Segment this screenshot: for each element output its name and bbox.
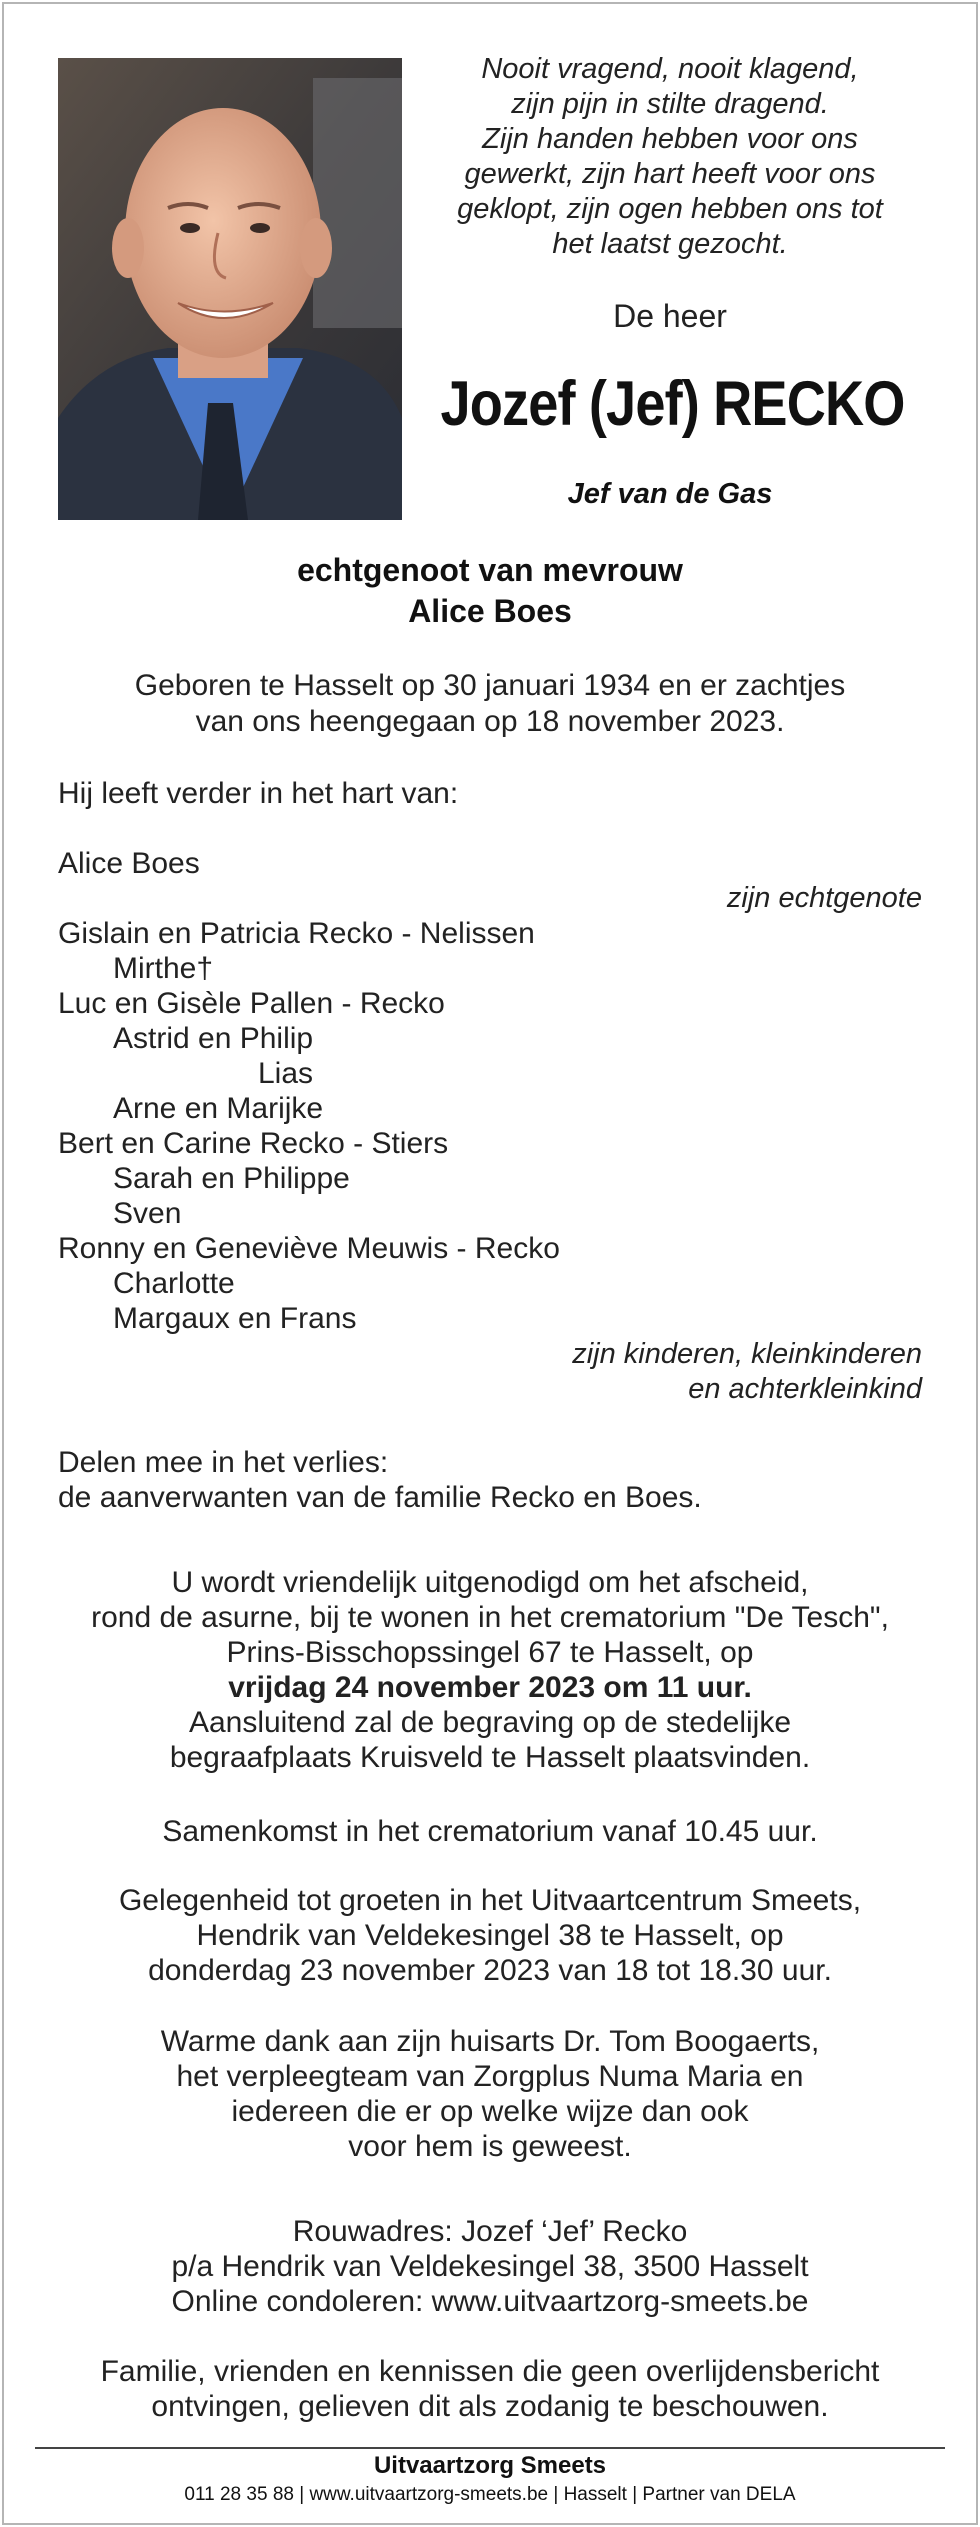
gathering-text: Samenkomst in het crematorium vanaf 10.45 uur. bbox=[162, 1815, 818, 1848]
thanks-line: iedereen die er op welke wijze dan ook bbox=[231, 2095, 749, 2128]
invitation-line: begraafplaats Kruisveld te Hasselt plaatsvinden. bbox=[169, 1741, 811, 1774]
lives-on-text: Hij leeft verder in het hart van: bbox=[58, 777, 459, 810]
thanks-line: het verpleegteam van Zorgplus Numa Maria en bbox=[176, 2060, 804, 2093]
greeting-line: donderdag 23 november 2023 van 18 tot 18.30 uur. bbox=[148, 1954, 832, 1987]
footer-contact: 011 28 35 88 | www.uitvaartzorg-smeets.be | Hasselt | Partner van DELA bbox=[184, 2484, 796, 2505]
poem-line: geklopt, zijn ogen hebben ons tot bbox=[457, 193, 883, 225]
family-member: Arne en Marijke bbox=[113, 1092, 324, 1125]
family-member: Sarah en Philippe bbox=[113, 1162, 350, 1195]
share-line: de aanverwanten van de familie Recko en Boes. bbox=[58, 1481, 702, 1514]
invitation-line: Aansluitend zal de begraving op de stedelijke bbox=[188, 1706, 792, 1739]
invitation-line: Prins-Bisschopssingel 67 te Hasselt, op bbox=[226, 1636, 754, 1669]
thanks-text bbox=[0, 2024, 980, 2164]
invitation-line: rond de asurne, bij te wonen in het crematorium "De Tesch", bbox=[91, 1601, 889, 1634]
poem-line: het laatst gezocht. bbox=[552, 228, 788, 260]
address-line: p/a Hendrik van Veldekesingel 38, 3500 Hasselt bbox=[171, 2250, 809, 2283]
poem-line: Nooit vragend, nooit klagend, bbox=[481, 53, 859, 85]
greeting-info bbox=[0, 1883, 980, 1988]
portrait-photo bbox=[58, 58, 402, 520]
mourning-address bbox=[0, 2214, 980, 2319]
address-line: Online condoleren: www.uitvaartzorg-smeets.be bbox=[171, 2285, 809, 2318]
family-member: Luc en Gisèle Pallen - Recko bbox=[58, 987, 445, 1020]
family-member: Sven bbox=[113, 1197, 182, 1230]
family-member: Bert en Carine Recko - Stiers bbox=[58, 1127, 449, 1160]
thanks-line: Warme dank aan zijn huisarts Dr. Tom Boogaerts, bbox=[160, 2025, 820, 2058]
children-role-line: zijn kinderen, kleinkinderen bbox=[572, 1338, 922, 1370]
share-loss bbox=[58, 1445, 702, 1515]
closing-line: Familie, vrienden en kennissen die geen overlijdensbericht bbox=[100, 2355, 880, 2388]
birth-death-text bbox=[0, 668, 980, 740]
family-member: Mirthe† bbox=[113, 952, 214, 985]
footer-title: Uitvaartzorg Smeets bbox=[373, 2452, 607, 2479]
thanks-line: voor hem is geweest. bbox=[348, 2130, 632, 2163]
family-member: Astrid en Philip bbox=[113, 1022, 314, 1055]
children-role-line: en achterkleinkind bbox=[688, 1373, 922, 1405]
share-line: Delen mee in het verlies: bbox=[58, 1446, 389, 1479]
greeting-line: Gelegenheid tot groeten in het Uitvaartcentrum Smeets, bbox=[118, 1884, 862, 1917]
poem-line: gewerkt, zijn hart heeft voor ons bbox=[464, 158, 876, 190]
closing-note bbox=[0, 2354, 980, 2424]
born-line: van ons heengegaan op 18 november 2023. bbox=[195, 705, 785, 738]
deceased-name: Jozef (Jef) RECKO bbox=[440, 369, 905, 439]
ceremony-date: vrijdag 24 november 2023 om 11 uur. bbox=[228, 1671, 752, 1704]
nickname: Jef van de Gas bbox=[567, 478, 773, 510]
greeting-line: Hendrik van Veldekesingel 38 te Hasselt, op bbox=[196, 1919, 784, 1952]
address-line: Rouwadres: Jozef ‘Jef’ Recko bbox=[292, 2215, 688, 2248]
poem-line: zijn pijn in stilte dragend. bbox=[511, 88, 829, 120]
poem bbox=[430, 52, 910, 262]
spouse-name: Alice Boes bbox=[408, 593, 572, 629]
honorific: De heer bbox=[613, 298, 727, 334]
poem-line: Zijn handen hebben voor ons bbox=[482, 123, 858, 155]
family-list bbox=[58, 916, 560, 1336]
wife-name: Alice Boes bbox=[58, 847, 200, 880]
family-member: Ronny en Geneviève Meuwis - Recko bbox=[58, 1232, 560, 1265]
family-member: Margaux en Frans bbox=[113, 1302, 357, 1335]
family-member: Lias bbox=[258, 1057, 314, 1090]
spouse-heading bbox=[0, 550, 980, 632]
closing-line: ontvingen, gelieven dit als zodanig te beschouwen. bbox=[151, 2390, 829, 2423]
family-member: Charlotte bbox=[113, 1267, 235, 1300]
footer-divider bbox=[35, 2447, 945, 2449]
invitation bbox=[0, 1565, 980, 1775]
spouse-line: echtgenoot van mevrouw bbox=[297, 552, 683, 588]
children-role bbox=[572, 1337, 922, 1407]
born-line: Geboren te Hasselt op 30 januari 1934 en er zachtjes bbox=[134, 669, 846, 702]
invitation-line: U wordt vriendelijk uitgenodigd om het afscheid, bbox=[171, 1566, 809, 1599]
wife-role: zijn echtgenote bbox=[726, 882, 922, 914]
family-member: Gislain en Patricia Recko - Nelissen bbox=[58, 917, 535, 950]
